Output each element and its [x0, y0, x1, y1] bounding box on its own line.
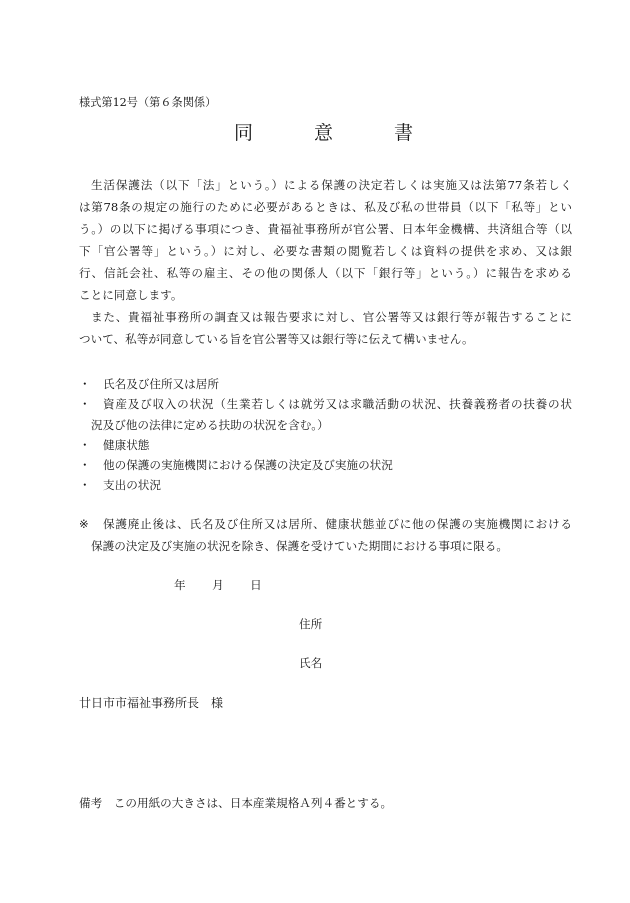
bullet-item [79, 394, 572, 414]
paragraph-line: ついて、私等が同意している旨を官公署等又は銀行等に伝えて構いません。 [79, 332, 474, 346]
bullet-text: 健康状態 [103, 437, 150, 452]
paragraph-line: また、貴福祉事務所の調査又は報告要求に対し、官公署等又は銀行等が報告することに [91, 310, 572, 324]
bullet-list [79, 374, 572, 496]
bullet-marker: ・ [79, 377, 91, 391]
note-mark: ※ [79, 517, 89, 531]
paragraph-line: ことに同意します。 [79, 288, 183, 302]
address-label: 住所 [299, 617, 323, 631]
bullet-text: 他の保護の実施機関における保護の決定及び実施の状況 [103, 458, 393, 473]
paragraph-line: う。）の以下に掲げる事項につき、貴福祉事務所が官公署、日本年金機構、共済組合等（以 [79, 222, 572, 236]
bullet-marker: ・ [79, 458, 91, 473]
bullet-text-continuation: 況及び他の法律に定める扶助の状況を含む。） [91, 417, 329, 432]
bullet-text: 資産及び収入の状況（生業若しくは就労又は求職活動の状況、扶養義務者の扶養の状 [103, 397, 572, 412]
note-text: 保護廃止後は、氏名及び住所又は居所、健康状態並びに他の保護の実施機関における [103, 517, 572, 531]
paragraph-line: 下「官公署等」という。）に対し、必要な書類の閲覧若しくは資料の提供を求め、又は銀 [79, 244, 572, 258]
bullet-text: 支出の状況 [103, 478, 161, 493]
bullet-marker: ・ [79, 397, 91, 412]
bullet-marker: ・ [79, 437, 91, 452]
consent-body [79, 174, 572, 350]
remarks: 備考 この用紙の大きさは、日本産業規格Ａ列４番とする。 [79, 796, 393, 810]
consent-paragraph [79, 174, 572, 306]
note-text-continuation: 保護の決定及び実施の状況を除き、保護を受けていた期間における事項に限る。 [91, 539, 508, 553]
form-number: 様式第12号（第６条関係） [79, 96, 217, 109]
bullet-item [79, 475, 572, 495]
bullet-marker: ・ [79, 478, 91, 493]
note [79, 513, 572, 557]
addressee: 廿日市市福祉事務所長 様 [79, 696, 224, 710]
bullet-item [79, 374, 572, 394]
bullet-text: 氏名及び住所又は居所 [103, 377, 219, 391]
consent-paragraph [79, 306, 572, 350]
paragraph-line: 行、信託会社、私等の雇主、その他の関係人（以下「銀行等」という。）に報告を求める [79, 266, 572, 280]
date-line: 年 月 日 [174, 578, 263, 592]
paragraph-line: 生活保護法（以下「法」という。）による保護の決定若しくは実施又は法第77条若しく [91, 178, 572, 192]
document-title: 同意書 [234, 122, 475, 144]
name-label: 氏名 [299, 656, 323, 670]
bullet-item [79, 435, 572, 455]
bullet-item [79, 455, 572, 475]
paragraph-line: は第78条の規定の施行のために必要があるときは、私及び私の世帯員（以下「私等」とい [79, 200, 572, 214]
note-line [79, 513, 572, 535]
